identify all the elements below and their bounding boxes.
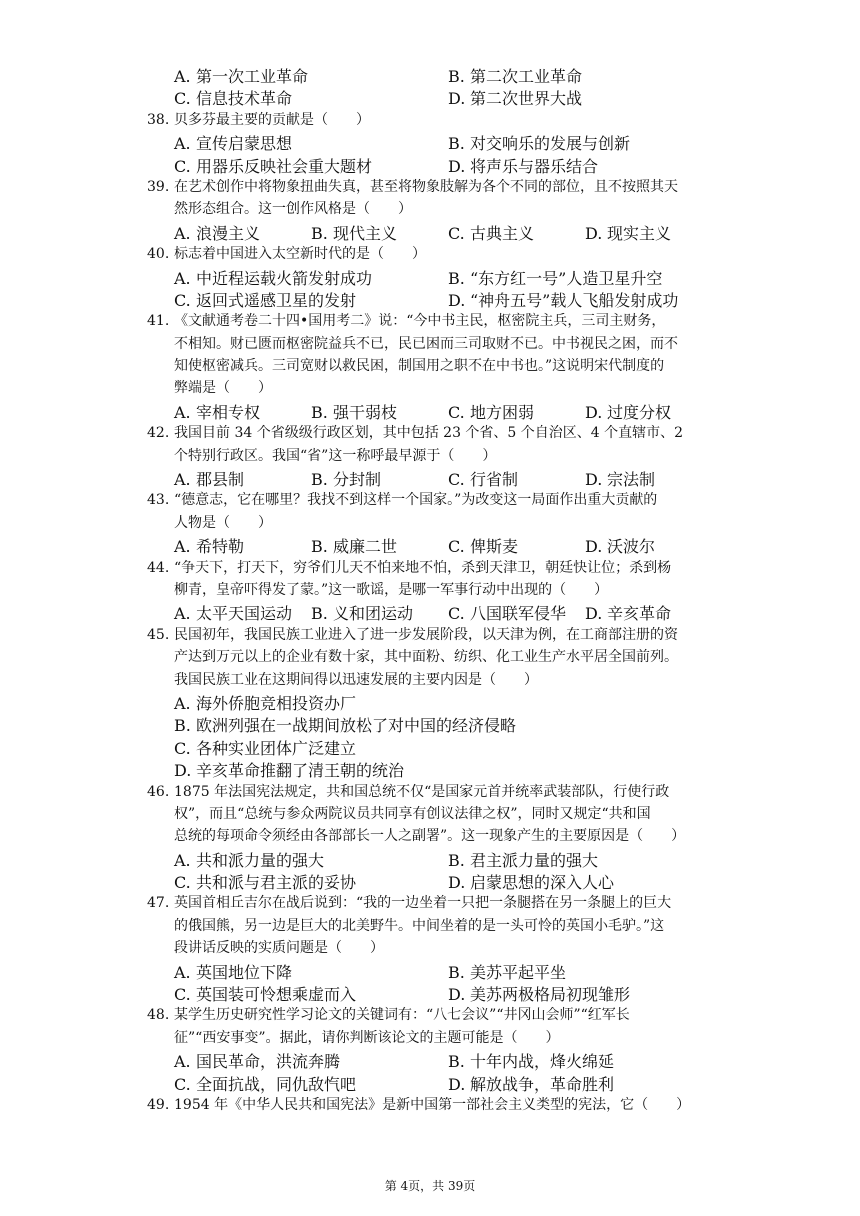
question-46-stem-line: 总统的每项命令须经由各部部长一人之副署”。这一现象产生的主要原因是（ ） [174, 828, 686, 845]
q44-options-row [174, 601, 719, 623]
q47-option-d: D. 美苏两极格局初现雏形 [448, 985, 631, 1005]
q42-options-row [174, 467, 719, 489]
q37-options-row-2 [174, 86, 719, 108]
q37-option-a: A. 第一次工业革命 [174, 67, 309, 86]
question-41-stem-line: 弊端是（ ） [174, 380, 272, 397]
q40-option-d: D. “神舟五号”载人飞船发射成功 [448, 290, 679, 310]
q44-option-b: B. 义和团运动 [311, 604, 414, 624]
question-47-stem-line: 段讲话反映的实质问题是（ ） [174, 940, 384, 957]
q37-option-c: C. 信息技术革命 [174, 89, 293, 109]
q43-option-b: B. 威廉二世 [311, 537, 398, 557]
q43-option-a: A. 希特勒 [174, 537, 245, 557]
q41-option-b: B. 强干弱枝 [311, 402, 398, 422]
q46-option-d: D. 启蒙思想的深入人心 [448, 873, 615, 893]
q39-option-c: C. 古典主义 [448, 223, 535, 243]
q42-option-c: C. 行省制 [448, 470, 519, 490]
q37-option-b: B. 第二次工业革命 [448, 67, 583, 86]
question-41-stem-line: 知使枢密减兵。三司宽财以救民困，制国用之职不在中书也。”这说明宋代制度的 [174, 358, 665, 375]
question-46-stem-line: 权”，而且“总统与参众两院议员共同享有创议法律之权”，同时又规定“共和国 [174, 805, 651, 822]
q41-option-c: C. 地方困弱 [448, 402, 535, 422]
q48-options-row-1 [174, 1049, 719, 1071]
question-42-stem-line: 个特别行政区。我国“省”这一称呼最早源于（ ） [174, 447, 497, 464]
q48-option-b: B. 十年内战，烽火绵延 [448, 1052, 615, 1072]
question-42-stem: 42. 我国目前 34 个省级级行政区划，其中包括 23 个省、5 个自治区、4 个直辖市、2 [147, 425, 684, 442]
q48-options-row-2 [174, 1072, 719, 1094]
q38-options-row-2 [174, 154, 719, 176]
question-45-stem-line: 产达到万元以上的企业有数十家，其中面粉、纺织、化工业生产水平居全国前列。 [174, 649, 678, 666]
q47-options-row-2 [174, 982, 719, 1004]
question-47-stem: 47. 英国首相丘吉尔在战后说到：“我的一边坐着一只把一条腿搭在另一条腿上的巨大 [147, 895, 672, 912]
q47-options-row-1 [174, 960, 719, 982]
q38-option-a: A. 宣传启蒙思想 [174, 134, 293, 154]
question-41-stem: 41. 《文献通考卷二十四•国用考二》说：“今中书主民，枢密院主兵，三司主财务， [147, 313, 666, 330]
q39-option-d: D. 现实主义 [585, 223, 672, 243]
q41-options-row [174, 400, 719, 422]
q47-option-b: B. 美苏平起平坐 [448, 962, 567, 982]
q45-option-d: D. 辛亥革命推翻了清王朝的统治 [174, 761, 405, 781]
q46-options-row-2 [174, 870, 719, 892]
question-list [147, 64, 719, 1116]
question-39-stem: 39. 在艺术创作中将物象扭曲失真，甚至将物象肢解为各个不同的部位，且不按照其天 [147, 178, 678, 195]
question-38-stem: 38. 贝多芬最主要的贡献是（ ） [147, 111, 370, 128]
q38-option-d: D. 将声乐与器乐结合 [448, 156, 599, 176]
question-49-stem: 49. 1954 年《中华人民共和国宪法》是新中国第一部社会主义类型的宪法，它（ ） [147, 1096, 691, 1113]
q47-option-a: A. 英国地位下降 [174, 962, 293, 982]
q43-option-d: D. 沃波尔 [585, 537, 656, 557]
q39-options-row [174, 221, 719, 243]
question-45-stem-line: 我国民族工业在这期间得以迅速发展的主要内因是（ ） [174, 671, 538, 688]
q46-option-b: B. 君主派力量的强大 [448, 850, 599, 870]
q38-option-b: B. 对交响乐的发展与创新 [448, 134, 631, 154]
q48-option-a: A. 国民革命，洪流奔腾 [174, 1052, 341, 1072]
question-46-stem: 46. 1875 年法国宪法规定，共和国总统不仅“是国家元首并统率武装部队，行使行政 [147, 783, 670, 800]
q41-option-d: D. 过度分权 [585, 402, 672, 422]
q40-option-c: C. 返回式遥感卫星的发射 [174, 290, 357, 310]
q45-option-b: B. 欧洲列强在一战期间放松了对中国的经济侵略 [174, 716, 517, 736]
q40-options-row-1 [174, 266, 719, 288]
q46-option-c: C. 共和派与君主派的妥协 [174, 873, 357, 893]
question-48-stem-line: 征”“西安事变”。据此，请你判断该论文的主题可能是（ ） [174, 1029, 560, 1046]
q38-option-c: C. 用器乐反映社会重大题材 [174, 156, 373, 176]
page-footer: 第 4页，共 39页 [384, 1179, 476, 1193]
question-44-stem: 44. “争天下，打天下，穷爷们儿天不怕来地不怕，杀到天津卫，朝廷快让位；杀到杨 [147, 559, 672, 576]
question-44-stem-line: 柳青，皇帝吓得发了蒙。”这一歌谣，是哪一军事行动中出现的（ ） [174, 581, 609, 598]
q38-options-row-1 [174, 131, 719, 153]
q42-option-b: B. 分封制 [311, 470, 382, 490]
q45-option-a: A. 海外侨胞竞相投资办厂 [174, 693, 357, 713]
q46-option-a: A. 共和派力量的强大 [174, 850, 325, 870]
q37-options-row-1 [174, 64, 719, 86]
q43-option-c: C. 俾斯麦 [448, 537, 519, 557]
q39-option-b: B. 现代主义 [311, 223, 398, 243]
q41-option-a: A. 宰相专权 [174, 402, 261, 422]
q44-option-c: C. 八国联军侵华 [448, 604, 567, 624]
q47-option-c: C. 英国装可怜想乘虚而入 [174, 985, 357, 1005]
q40-options-row-2 [174, 288, 719, 310]
question-45-stem: 45. 民国初年，我国民族工业进入了进一步发展阶段，以天津为例，在工商部注册的资 [147, 626, 678, 643]
q37-option-d: D. 第二次世界大战 [448, 89, 583, 109]
q44-option-a: A. 太平天国运动 [174, 604, 293, 624]
q39-option-a: A. 浪漫主义 [174, 223, 261, 243]
question-41-stem-line: 不相知。财已匮而枢密院益兵不已，民已困而三司取财不已。中书视民之困，而不 [174, 335, 678, 352]
q48-option-c: C. 全面抗战，同仇敌忾吧 [174, 1074, 357, 1094]
q46-options-row-1 [174, 848, 719, 870]
question-47-stem-line: 的俄国熊，另一边是巨大的北美野牛。中间坐着的是一头可怜的英国小毛驴。”这 [174, 917, 665, 934]
question-40-stem: 40. 标志着中国进入太空新时代的是（ ） [147, 246, 426, 263]
q42-option-a: A. 郡县制 [174, 470, 245, 490]
q43-options-row [174, 534, 719, 556]
question-43-stem-line: 人物是（ ） [174, 514, 272, 531]
q40-option-a: A. 中近程运载火箭发射成功 [174, 268, 373, 288]
question-43-stem: 43. “德意志，它在哪里？我找不到这样一个国家。”为改变这一局面作出重大贡献的 [147, 492, 658, 509]
q48-option-d: D. 解放战争，革命胜利 [448, 1074, 615, 1094]
q42-option-d: D. 宗法制 [585, 470, 656, 490]
question-39-stem-line: 然形态组合。这一创作风格是（ ） [174, 201, 412, 218]
q40-option-b: B. “东方红一号”人造卫星升空 [448, 268, 663, 288]
q45-option-c: C. 各种实业团体广泛建立 [174, 738, 357, 758]
question-48-stem: 48. 某学生历史研究性学习论文的关键词有：“八七会议”“井冈山会师”“红军长 [147, 1007, 630, 1024]
q44-option-d: D. 辛亥革命 [585, 604, 672, 624]
